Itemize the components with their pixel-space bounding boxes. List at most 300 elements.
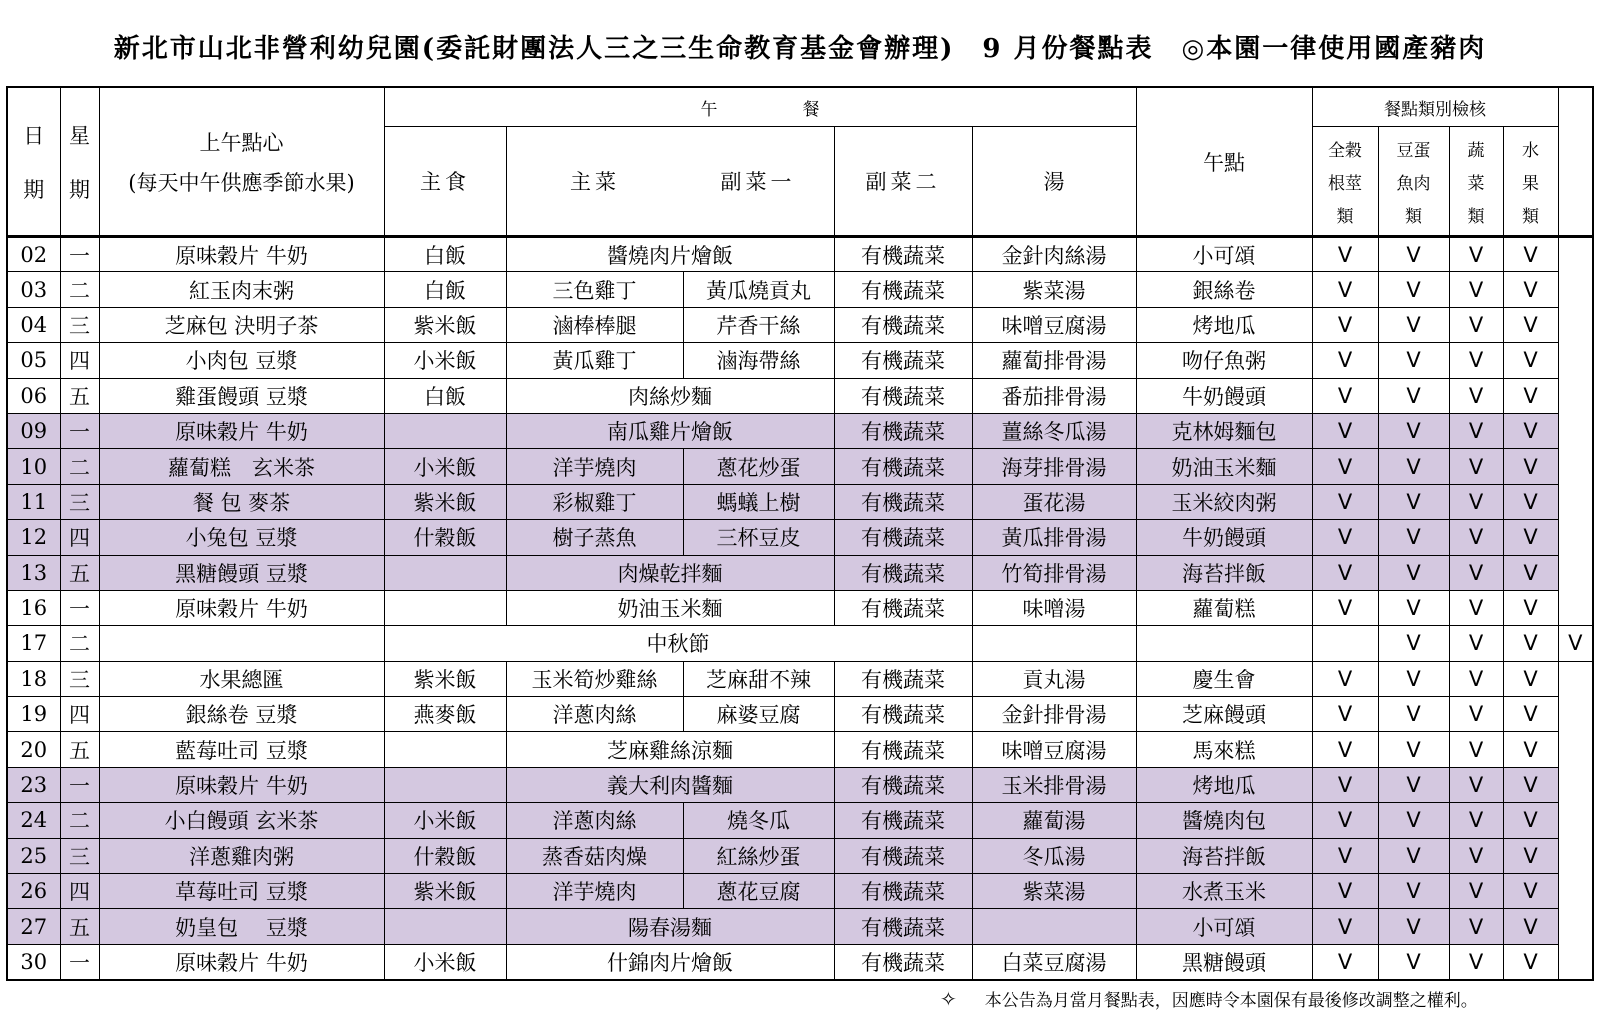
morning-snack-cell: 餐 包 麥茶 xyxy=(99,484,384,519)
check-grain: V xyxy=(1312,307,1378,342)
weekday-cell: 二 xyxy=(60,803,99,838)
check-vegetable: V xyxy=(1449,909,1503,944)
check-protein: V xyxy=(1378,590,1449,625)
table-row xyxy=(7,237,1593,272)
header-fruit: 水 果 類 xyxy=(1503,127,1558,237)
staple-cell: 小米飯 xyxy=(384,944,506,979)
soup-cell: 蘿蔔湯 xyxy=(972,803,1136,838)
check-protein: V xyxy=(1378,767,1449,802)
weekday-cell: 三 xyxy=(60,484,99,519)
check-vegetable: V xyxy=(1449,413,1503,448)
check-vegetable: V xyxy=(1449,378,1503,413)
soup-cell: 貢丸湯 xyxy=(972,661,1136,696)
check-fruit: V xyxy=(1503,944,1558,979)
check-grain: V xyxy=(1312,520,1378,555)
afternoon-snack-cell: 馬來糕 xyxy=(1136,732,1312,767)
morning-snack-cell: 草莓吐司 豆漿 xyxy=(99,874,384,909)
soup-cell xyxy=(1136,626,1312,661)
weekday-cell: 三 xyxy=(60,838,99,873)
check-fruit: V xyxy=(1503,803,1558,838)
check-vegetable: V xyxy=(1449,449,1503,484)
check-protein: V xyxy=(1378,874,1449,909)
staple-cell: 小米飯 xyxy=(384,449,506,484)
weekday-cell: 一 xyxy=(60,944,99,979)
check-vegetable: V xyxy=(1449,697,1503,732)
morning-snack-cell: 藍莓吐司 豆漿 xyxy=(99,732,384,767)
afternoon-snack-cell: 玉米絞肉粥 xyxy=(1136,484,1312,519)
table-row xyxy=(7,626,1593,661)
side2-cell: 有機蔬菜 xyxy=(834,449,972,484)
check-protein: V xyxy=(1378,307,1449,342)
date-cell: 24 xyxy=(7,803,60,838)
check-grain: V xyxy=(1312,378,1378,413)
staple-cell: 什穀飯 xyxy=(384,520,506,555)
soup-cell: 番茄排骨湯 xyxy=(972,378,1136,413)
date-cell: 04 xyxy=(7,307,60,342)
morning-snack-cell: 原味穀片 牛奶 xyxy=(99,590,384,625)
check-protein: V xyxy=(1378,661,1449,696)
morning-snack-cell: 洋蔥雞肉粥 xyxy=(99,838,384,873)
soup-cell: 海芽排骨湯 xyxy=(972,449,1136,484)
morning-snack-cell xyxy=(99,626,384,661)
soup-cell: 紫菜湯 xyxy=(972,272,1136,307)
check-protein: V xyxy=(1378,343,1449,378)
header-vegetable: 蔬 菜 類 xyxy=(1449,127,1503,237)
side2-cell: 有機蔬菜 xyxy=(834,838,972,873)
soup-cell: 味噌豆腐湯 xyxy=(972,307,1136,342)
header-main: 主菜 xyxy=(570,170,620,194)
staple-cell: 小米飯 xyxy=(384,343,506,378)
page-title: 新北市山北非營利幼兒園(委託財團法人三之三生命教育基金會辦理) 9 月份餐點表 ◎本園一律使用國產豬肉 xyxy=(113,34,1487,64)
side2-cell: 有機蔬菜 xyxy=(834,237,972,272)
date-cell: 10 xyxy=(7,449,60,484)
side2-cell: 有機蔬菜 xyxy=(834,413,972,448)
holiday-cell: 中秋節 xyxy=(384,626,972,661)
afternoon-snack-cell: 醬燒肉包 xyxy=(1136,803,1312,838)
side2-cell: 有機蔬菜 xyxy=(834,803,972,838)
header-staple: 主食 xyxy=(384,127,506,237)
check-protein: V xyxy=(1449,626,1503,661)
date-cell: 20 xyxy=(7,732,60,767)
side2-cell: 有機蔬菜 xyxy=(834,590,972,625)
soup-cell: 竹筍排骨湯 xyxy=(972,555,1136,590)
afternoon-snack-cell: 烤地瓜 xyxy=(1136,307,1312,342)
table-row xyxy=(7,449,1593,484)
side1-cell: 滷海帶絲 xyxy=(683,343,834,378)
morning-snack-cell: 原味穀片 牛奶 xyxy=(99,944,384,979)
side1-cell: 蔥花炒蛋 xyxy=(683,449,834,484)
weekday-cell: 四 xyxy=(60,874,99,909)
morning-snack-cell: 原味穀片 牛奶 xyxy=(99,413,384,448)
side2-cell: 有機蔬菜 xyxy=(834,661,972,696)
date-cell: 09 xyxy=(7,413,60,448)
check-grain: V xyxy=(1378,626,1449,661)
main-cell: 肉燥乾拌麵 xyxy=(506,555,834,590)
morning-snack-cell: 水果總匯 xyxy=(99,661,384,696)
afternoon-snack-cell: 黑糖饅頭 xyxy=(1136,944,1312,979)
afternoon-snack-cell: 小可頌 xyxy=(1136,909,1312,944)
check-grain: V xyxy=(1312,413,1378,448)
side1-cell: 三杯豆皮 xyxy=(683,520,834,555)
header-check-group: 餐點類別檢核 xyxy=(1312,87,1558,127)
check-vegetable: V xyxy=(1449,237,1503,272)
table-row xyxy=(7,697,1593,732)
main-cell: 玉米筍炒雞絲 xyxy=(506,661,683,696)
check-vegetable: V xyxy=(1449,272,1503,307)
check-grain: V xyxy=(1312,838,1378,873)
staple-cell: 燕麥飯 xyxy=(384,697,506,732)
table-row xyxy=(7,767,1593,802)
date-cell: 02 xyxy=(7,237,60,272)
afternoon-snack-cell: 海苔拌飯 xyxy=(1136,838,1312,873)
date-cell: 30 xyxy=(7,944,60,979)
main-cell: 洋蔥肉絲 xyxy=(506,697,683,732)
date-cell: 06 xyxy=(7,378,60,413)
side2-cell: 有機蔬菜 xyxy=(834,767,972,802)
weekday-cell: 一 xyxy=(60,767,99,802)
soup-cell: 蘿蔔排骨湯 xyxy=(972,343,1136,378)
check-fruit: V xyxy=(1503,272,1558,307)
staple-cell: 小米飯 xyxy=(384,803,506,838)
check-protein: V xyxy=(1378,378,1449,413)
table-row xyxy=(7,874,1593,909)
check-fruit: V xyxy=(1503,874,1558,909)
check-fruit: V xyxy=(1503,307,1558,342)
main-cell: 滷棒棒腿 xyxy=(506,307,683,342)
check-vegetable: V xyxy=(1449,307,1503,342)
main-cell: 洋芋燒肉 xyxy=(506,449,683,484)
afternoon-snack-cell xyxy=(1312,626,1378,661)
afternoon-snack-cell: 奶油玉米麵 xyxy=(1136,449,1312,484)
staple-cell xyxy=(384,767,506,802)
check-protein: V xyxy=(1378,803,1449,838)
table-row xyxy=(7,909,1593,944)
soup-cell: 蛋花湯 xyxy=(972,484,1136,519)
weekday-cell: 三 xyxy=(60,661,99,696)
staple-cell: 紫米飯 xyxy=(384,874,506,909)
header-main-side1 xyxy=(506,127,834,237)
staple-cell: 紫米飯 xyxy=(384,307,506,342)
side1-cell: 紅絲炒蛋 xyxy=(683,838,834,873)
check-grain: V xyxy=(1312,237,1378,272)
afternoon-snack-cell: 蘿蔔糕 xyxy=(1136,590,1312,625)
side2-cell: 有機蔬菜 xyxy=(834,555,972,590)
date-cell: 25 xyxy=(7,838,60,873)
afternoon-snack-cell: 銀絲卷 xyxy=(1136,272,1312,307)
afternoon-snack-cell: 牛奶饅頭 xyxy=(1136,378,1312,413)
main-cell: 黃瓜雞丁 xyxy=(506,343,683,378)
date-cell: 23 xyxy=(7,767,60,802)
date-cell: 03 xyxy=(7,272,60,307)
table-row xyxy=(7,272,1593,307)
afternoon-snack-cell: 水煮玉米 xyxy=(1136,874,1312,909)
main-cell: 陽春湯麵 xyxy=(506,909,834,944)
check-fruit: V xyxy=(1503,343,1558,378)
check-protein: V xyxy=(1378,237,1449,272)
weekday-cell: 五 xyxy=(60,732,99,767)
check-vegetable: V xyxy=(1449,661,1503,696)
check-fruit: V xyxy=(1503,555,1558,590)
table-row xyxy=(7,413,1593,448)
meal-table xyxy=(6,86,1594,981)
check-grain: V xyxy=(1312,767,1378,802)
weekday-cell: 一 xyxy=(60,590,99,625)
weekday-cell: 三 xyxy=(60,307,99,342)
table-row xyxy=(7,838,1593,873)
check-grain: V xyxy=(1312,661,1378,696)
check-protein: V xyxy=(1378,520,1449,555)
afternoon-snack-cell: 烤地瓜 xyxy=(1136,767,1312,802)
check-vegetable: V xyxy=(1503,626,1558,661)
header-side1: 副菜一 xyxy=(720,170,796,194)
table-row xyxy=(7,555,1593,590)
date-cell: 12 xyxy=(7,520,60,555)
soup-cell: 金針排骨湯 xyxy=(972,697,1136,732)
check-vegetable: V xyxy=(1449,803,1503,838)
soup-cell xyxy=(972,909,1136,944)
morning-snack-cell: 紅玉肉末粥 xyxy=(99,272,384,307)
soup-cell: 白菜豆腐湯 xyxy=(972,944,1136,979)
afternoon-snack-cell: 吻仔魚粥 xyxy=(1136,343,1312,378)
header-date: 日 期 xyxy=(7,87,60,237)
check-vegetable: V xyxy=(1449,520,1503,555)
side1-cell: 黃瓜燒貢丸 xyxy=(683,272,834,307)
check-fruit: V xyxy=(1503,237,1558,272)
main-cell: 蒸香菇肉燥 xyxy=(506,838,683,873)
date-cell: 11 xyxy=(7,484,60,519)
morning-snack-cell: 小白饅頭 玄米茶 xyxy=(99,803,384,838)
date-cell: 27 xyxy=(7,909,60,944)
check-fruit: V xyxy=(1503,413,1558,448)
staple-cell: 什穀飯 xyxy=(384,838,506,873)
side2-cell: 有機蔬菜 xyxy=(834,484,972,519)
side1-cell: 蔥花豆腐 xyxy=(683,874,834,909)
staple-cell: 白飯 xyxy=(384,272,506,307)
weekday-cell: 二 xyxy=(60,626,99,661)
check-protein: V xyxy=(1378,732,1449,767)
table-row xyxy=(7,307,1593,342)
check-grain: V xyxy=(1312,484,1378,519)
check-grain: V xyxy=(1312,732,1378,767)
main-cell: 三色雞丁 xyxy=(506,272,683,307)
check-protein: V xyxy=(1378,484,1449,519)
check-protein: V xyxy=(1378,555,1449,590)
check-protein: V xyxy=(1378,272,1449,307)
check-fruit: V xyxy=(1558,626,1593,661)
side1-cell: 芝麻甜不辣 xyxy=(683,661,834,696)
afternoon-snack-cell: 牛奶饅頭 xyxy=(1136,520,1312,555)
weekday-cell: 四 xyxy=(60,697,99,732)
morning-snack-cell: 奶皇包 豆漿 xyxy=(99,909,384,944)
main-cell: 義大利肉醬麵 xyxy=(506,767,834,802)
main-cell: 彩椒雞丁 xyxy=(506,484,683,519)
weekday-cell: 一 xyxy=(60,413,99,448)
afternoon-snack-cell: 芝麻饅頭 xyxy=(1136,697,1312,732)
sparkle-icon: ✧ xyxy=(940,987,957,1011)
soup-cell: 冬瓜湯 xyxy=(972,838,1136,873)
date-cell: 18 xyxy=(7,661,60,696)
side2-cell: 有機蔬菜 xyxy=(834,909,972,944)
check-fruit: V xyxy=(1503,590,1558,625)
header-side2: 副菜二 xyxy=(834,127,972,237)
soup-cell: 黃瓜排骨湯 xyxy=(972,520,1136,555)
main-cell: 樹子蒸魚 xyxy=(506,520,683,555)
main-cell: 洋芋燒肉 xyxy=(506,874,683,909)
check-grain: V xyxy=(1312,590,1378,625)
check-protein: V xyxy=(1378,697,1449,732)
header-morning-snack: 上午點心 (每天中午供應季節水果) xyxy=(99,87,384,237)
side2-cell xyxy=(972,626,1136,661)
date-cell: 16 xyxy=(7,590,60,625)
header-weekday: 星 期 xyxy=(60,87,99,237)
table-row xyxy=(7,343,1593,378)
check-protein: V xyxy=(1378,909,1449,944)
check-fruit: V xyxy=(1503,484,1558,519)
main-cell: 芝麻雞絲涼麵 xyxy=(506,732,834,767)
afternoon-snack-cell: 小可頌 xyxy=(1136,237,1312,272)
weekday-cell: 五 xyxy=(60,378,99,413)
check-vegetable: V xyxy=(1449,944,1503,979)
weekday-cell: 五 xyxy=(60,555,99,590)
morning-snack-cell: 芝麻包 決明子茶 xyxy=(99,307,384,342)
check-protein: V xyxy=(1378,838,1449,873)
check-protein: V xyxy=(1378,413,1449,448)
afternoon-snack-cell: 海苔拌飯 xyxy=(1136,555,1312,590)
side1-cell: 芹香干絲 xyxy=(683,307,834,342)
check-fruit: V xyxy=(1503,661,1558,696)
side2-cell: 有機蔬菜 xyxy=(834,343,972,378)
check-fruit: V xyxy=(1503,449,1558,484)
check-protein: V xyxy=(1378,944,1449,979)
table-row xyxy=(7,661,1593,696)
check-protein: V xyxy=(1378,449,1449,484)
check-fruit: V xyxy=(1503,697,1558,732)
main-cell: 醬燒肉片燴飯 xyxy=(506,237,834,272)
side2-cell: 有機蔬菜 xyxy=(834,378,972,413)
date-cell: 19 xyxy=(7,697,60,732)
staple-cell xyxy=(384,590,506,625)
date-cell: 13 xyxy=(7,555,60,590)
check-fruit: V xyxy=(1503,838,1558,873)
morning-snack-cell: 原味穀片 牛奶 xyxy=(99,237,384,272)
check-grain: V xyxy=(1312,944,1378,979)
staple-cell xyxy=(384,732,506,767)
check-fruit: V xyxy=(1503,732,1558,767)
afternoon-snack-cell: 克林姆麵包 xyxy=(1136,413,1312,448)
soup-cell: 味噌豆腐湯 xyxy=(972,732,1136,767)
check-vegetable: V xyxy=(1449,838,1503,873)
header-grain: 全穀 根莖 類 xyxy=(1312,127,1378,237)
date-cell: 26 xyxy=(7,874,60,909)
weekday-cell: 二 xyxy=(60,449,99,484)
soup-cell: 薑絲冬瓜湯 xyxy=(972,413,1136,448)
side2-cell: 有機蔬菜 xyxy=(834,307,972,342)
check-fruit: V xyxy=(1503,767,1558,802)
staple-cell xyxy=(384,413,506,448)
soup-cell: 味噌湯 xyxy=(972,590,1136,625)
meal-table-body xyxy=(7,237,1593,980)
staple-cell: 紫米飯 xyxy=(384,484,506,519)
morning-snack-cell: 小兔包 豆漿 xyxy=(99,520,384,555)
check-vegetable: V xyxy=(1449,343,1503,378)
table-row xyxy=(7,378,1593,413)
footnote xyxy=(940,986,1478,1011)
side1-cell: 螞蟻上樹 xyxy=(683,484,834,519)
table-row xyxy=(7,590,1593,625)
table-row xyxy=(7,484,1593,519)
table-row xyxy=(7,520,1593,555)
table-row xyxy=(7,944,1593,979)
weekday-cell: 四 xyxy=(60,343,99,378)
header-soup: 湯 xyxy=(972,127,1136,237)
check-grain: V xyxy=(1312,697,1378,732)
morning-snack-cell: 小肉包 豆漿 xyxy=(99,343,384,378)
date-cell: 17 xyxy=(7,626,60,661)
side2-cell: 有機蔬菜 xyxy=(834,697,972,732)
table-row xyxy=(7,732,1593,767)
morning-snack-cell: 銀絲卷 豆漿 xyxy=(99,697,384,732)
main-cell: 洋蔥肉絲 xyxy=(506,803,683,838)
header-afternoon-snack: 午點 xyxy=(1136,87,1312,237)
staple-cell: 白飯 xyxy=(384,237,506,272)
check-grain: V xyxy=(1312,874,1378,909)
check-fruit: V xyxy=(1503,909,1558,944)
weekday-cell: 一 xyxy=(60,237,99,272)
check-vegetable: V xyxy=(1449,484,1503,519)
afternoon-snack-cell: 慶生會 xyxy=(1136,661,1312,696)
staple-cell xyxy=(384,909,506,944)
side2-cell: 有機蔬菜 xyxy=(834,944,972,979)
weekday-cell: 四 xyxy=(60,520,99,555)
side2-cell: 有機蔬菜 xyxy=(834,520,972,555)
check-grain: V xyxy=(1312,555,1378,590)
check-grain: V xyxy=(1312,272,1378,307)
weekday-cell: 二 xyxy=(60,272,99,307)
header-protein: 豆蛋 魚肉 類 xyxy=(1378,127,1449,237)
side2-cell: 有機蔬菜 xyxy=(834,732,972,767)
soup-cell: 紫菜湯 xyxy=(972,874,1136,909)
check-vegetable: V xyxy=(1449,555,1503,590)
check-vegetable: V xyxy=(1449,732,1503,767)
staple-cell: 紫米飯 xyxy=(384,661,506,696)
morning-snack-cell: 原味穀片 牛奶 xyxy=(99,767,384,802)
soup-cell: 金針肉絲湯 xyxy=(972,237,1136,272)
check-grain: V xyxy=(1312,909,1378,944)
check-vegetable: V xyxy=(1449,767,1503,802)
staple-cell: 白飯 xyxy=(384,378,506,413)
main-cell: 肉絲炒麵 xyxy=(506,378,834,413)
check-fruit: V xyxy=(1503,378,1558,413)
side1-cell: 燒冬瓜 xyxy=(683,803,834,838)
check-grain: V xyxy=(1312,343,1378,378)
morning-snack-cell: 黑糖饅頭 豆漿 xyxy=(99,555,384,590)
footnote-text: 本公告為月當月餐點表，因應時令本園保有最後修改調整之權利。 xyxy=(984,991,1478,1011)
side1-cell: 麻婆豆腐 xyxy=(683,697,834,732)
check-vegetable: V xyxy=(1449,590,1503,625)
main-cell: 南瓜雞片燴飯 xyxy=(506,413,834,448)
check-grain: V xyxy=(1312,803,1378,838)
staple-cell xyxy=(384,555,506,590)
weekday-cell: 五 xyxy=(60,909,99,944)
soup-cell: 玉米排骨湯 xyxy=(972,767,1136,802)
side2-cell: 有機蔬菜 xyxy=(834,874,972,909)
side2-cell: 有機蔬菜 xyxy=(834,272,972,307)
main-cell: 奶油玉米麵 xyxy=(506,590,834,625)
date-cell: 05 xyxy=(7,343,60,378)
header-lunch-group: 午 餐 xyxy=(384,87,1136,127)
morning-snack-cell: 蘿蔔糕 玄米茶 xyxy=(99,449,384,484)
main-cell: 什錦肉片燴飯 xyxy=(506,944,834,979)
